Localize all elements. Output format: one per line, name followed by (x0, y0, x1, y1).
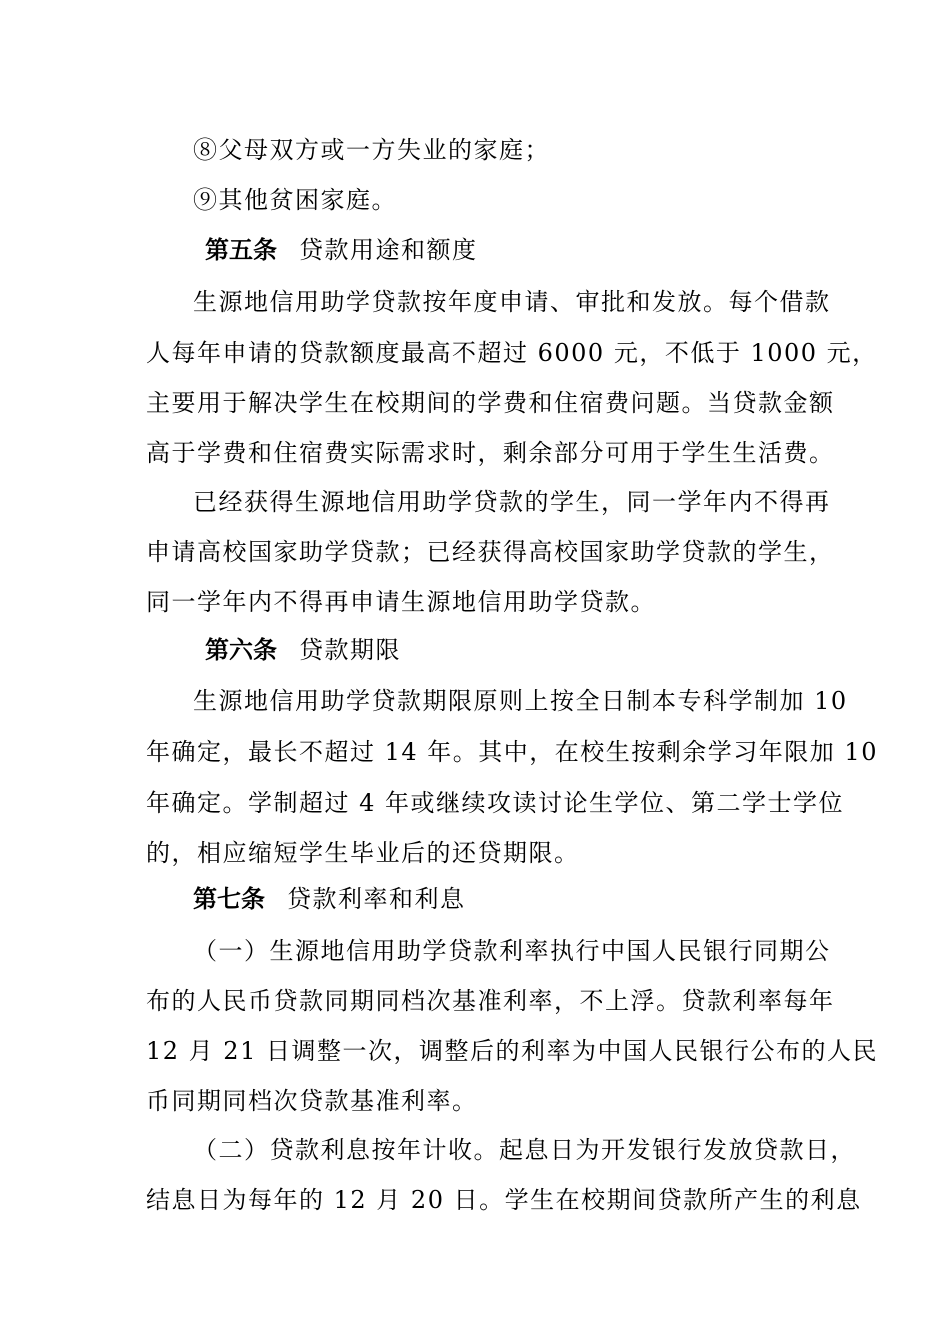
paragraph-line: 年确定，最长不超过 14 年。其中，在校生按剩余学习年限加 10 (146, 738, 878, 766)
paragraph-line: 结息日为每年的 12 月 20 日。学生在校期间贷款所产生的利息 (146, 1186, 862, 1214)
paragraph-line: 人每年申请的贷款额度最高不超过 6000 元，不低于 1000 元， (146, 339, 878, 367)
article-6-label: 第六条 (205, 636, 277, 664)
paragraph-line: 币同期同档次贷款基准利率。 (146, 1087, 478, 1115)
paragraph-line: 高于学费和住宿费实际需求时，剩余部分可用于学生生活费。 (146, 439, 835, 467)
article-6-heading (205, 633, 805, 667)
paragraph-line: （一）生源地信用助学贷款利率执行中国人民银行同期公 (193, 937, 831, 965)
paragraph-line: 年确定。学制超过 4 年或继续攻读讨论生学位、第二学士学位 (146, 789, 845, 817)
article-6-title: 贷款期限 (299, 636, 401, 664)
article-5-label: 第五条 (205, 236, 277, 264)
paragraph-line: 主要用于解决学生在校期间的学费和住宿费问题。当贷款金额 (146, 389, 835, 417)
article-5-heading (205, 233, 805, 267)
paragraph-line: （二）贷款利息按年计收。起息日为开发银行发放贷款日， (193, 1136, 856, 1164)
paragraph-line: 申请高校国家助学贷款；已经获得高校国家助学贷款的学生， (146, 538, 835, 566)
paragraph-line: 同一学年内不得再申请生源地信用助学贷款。 (146, 588, 656, 616)
article-7-heading (193, 882, 805, 916)
paragraph-line: 已经获得生源地信用助学贷款的学生，同一学年内不得再 (193, 488, 831, 516)
list-item-9: ⑨其他贫困家庭。 (193, 186, 397, 214)
list-item-8: ⑧父母双方或一方失业的家庭； (193, 136, 550, 164)
paragraph-line: 12 月 21 日调整一次，调整后的利率为中国人民银行公布的人民 (146, 1037, 878, 1065)
article-7-title: 贷款利率和利息 (287, 885, 466, 913)
paragraph-line: 生源地信用助学贷款期限原则上按全日制本专科学制加 10 (193, 687, 848, 715)
paragraph-line: 布的人民币贷款同期同档次基准利率，不上浮。贷款利率每年 (146, 987, 835, 1015)
paragraph-line: 生源地信用助学贷款按年度申请、审批和发放。每个借款 (193, 288, 831, 316)
article-5-title: 贷款用途和额度 (299, 236, 478, 264)
paragraph-line: 的，相应缩短学生毕业后的还贷期限。 (146, 839, 580, 867)
article-7-label: 第七条 (193, 885, 265, 913)
